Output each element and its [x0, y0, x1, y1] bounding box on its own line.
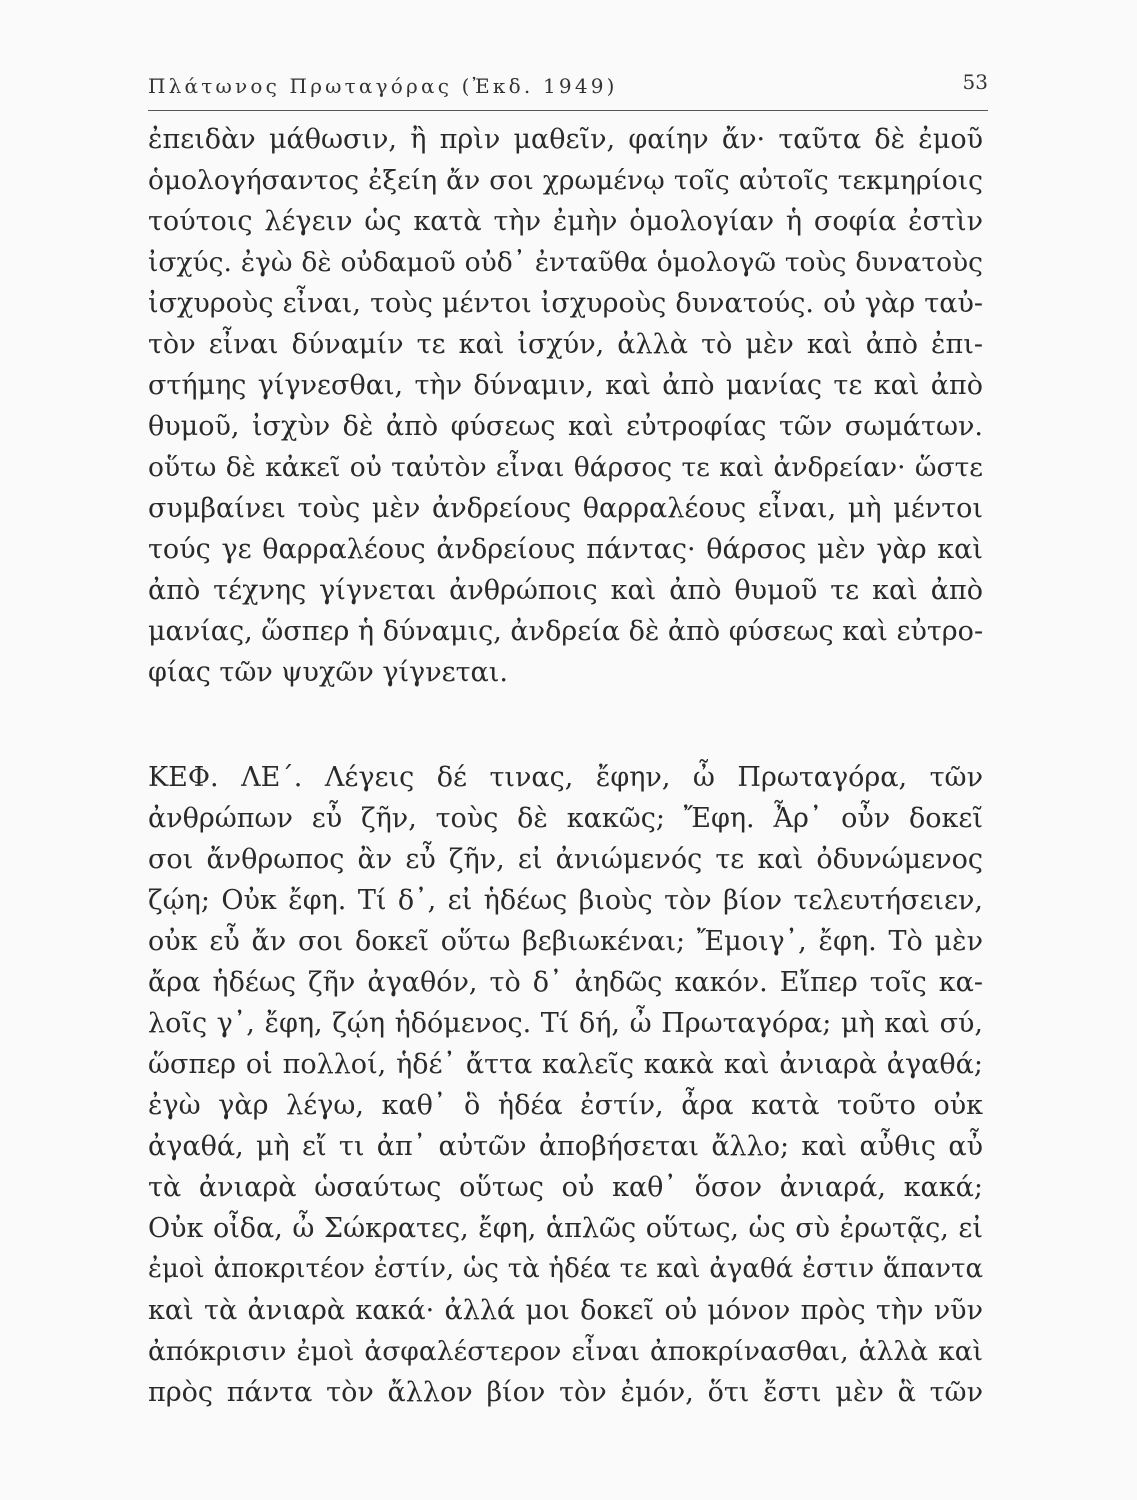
text-line: ἀπόκρισιν ἐμοὶ ἀσφαλέστερον εἶναι ἀποκρίνασθαι, ἀλλὰ καὶ	[148, 1336, 983, 1367]
text-line-last: φίας τῶν ψυχῶν γίγνεται.	[148, 657, 508, 688]
text-line: σοι ἄνθρωπος ἂν εὖ ζῆν, εἰ ἀνιώμενός τε καὶ ὀδυνώμενος	[148, 844, 983, 875]
text-line: μανίας, ὥσπερ ἡ δύναμις, ἀνδρεία δὲ ἀπὸ φύσεως καὶ εὐτρο-	[148, 616, 983, 647]
text-line: πρὸς πάντα τὸν ἄλλον βίον τὸν ἐμόν, ὅτι ἔστι μὲν ἃ τῶν	[148, 1377, 983, 1408]
text-line: συμβαίνει τοὺς μὲν ἀνδρείους θαρραλέους εἶναι, μὴ μέντοι	[148, 493, 983, 524]
text-line: ἀνθρώπων εὖ ζῆν, τοὺς δὲ κακῶς; Ἔφη. Ἆρ᾽ οὖν δοκεῖ	[148, 803, 983, 834]
text-line: ἰσχύς. ἐγὼ δὲ οὐδαμοῦ οὐδ᾽ ἐνταῦθα ὁμολογῶ τοὺς δυνατοὺς	[148, 247, 983, 278]
text-line: ἐμοὶ ἀποκριτέον ἐστίν, ὡς τὰ ἡδέα τε καὶ ἀγαθά ἐστιν ἅπαντα	[148, 1254, 983, 1284]
chapter-label: ΚΕΦ. ΛΕ΄.	[148, 762, 303, 793]
text-line: ζῴη; Οὐκ ἔφη. Τί δ᾽, εἰ ἡδέως βιοὺς τὸν βίον τελευτήσειεν,	[148, 885, 983, 916]
text-line: οὐκ εὖ ἄν σοι δοκεῖ οὕτω βεβιωκέναι; Ἔμοιγ᾽, ἔφη. Τὸ μὲν	[148, 926, 983, 957]
paragraph-2	[148, 757, 988, 1413]
paragraph-1	[148, 119, 988, 693]
running-title: Πλάτωνος Πρωταγόρας (Ἐκδ. 1949)	[148, 74, 618, 98]
text-line: λοῖς γ᾽, ἔφη, ζῴη ἡδόμενος. Τί δή, ὦ Πρωταγόρα; μὴ καὶ σύ,	[148, 1008, 983, 1039]
text-line: ὥσπερ οἱ πολλοί, ἡδέ᾽ ἄττα καλεῖς κακὰ καὶ ἀνιαρὰ ἀγαθά;	[148, 1049, 983, 1080]
text-line: στήμης γίγνεσθαι, τὴν δύναμιν, καὶ ἀπὸ μανίας τε καὶ ἀπὸ	[148, 370, 983, 401]
text-line: τὸν εἶναι δύναμίν τε καὶ ἰσχύν, ἀλλὰ τὸ μὲν καὶ ἀπὸ ἐπι-	[148, 329, 983, 360]
text-line: ἰσχυροὺς εἶναι, τοὺς μέντοι ἰσχυροὺς δυνατούς. οὐ γὰρ ταὐ-	[148, 288, 983, 319]
page-number: 53	[962, 70, 988, 94]
text-line: θυμοῦ, ἰσχὺν δὲ ἀπὸ φύσεως καὶ εὐτροφίας τῶν σωμάτων.	[148, 411, 983, 442]
chapter-opening-line	[148, 757, 983, 798]
text-line: ἄρα ἡδέως ζῆν ἀγαθόν, τὸ δ᾽ ἀηδῶς κακόν. Εἴπερ τοῖς κα-	[148, 967, 983, 998]
text-line: τούς γε θαρραλέους ἀνδρείους πάντας· θάρσος μὲν γὰρ καὶ	[148, 534, 983, 565]
text-line: τούτοις λέγειν ὡς κατὰ τὴν ἐμὴν ὁμολογίαν ἡ σοφία ἐστὶν	[148, 206, 983, 237]
book-page	[148, 70, 988, 1413]
paragraph-gap	[148, 693, 988, 749]
text-line: Οὐκ οἶδα, ὦ Σώκρατες, ἔφη, ἁπλῶς οὕτως, ὡς σὺ ἐρωτᾷς, εἰ	[148, 1213, 983, 1244]
text-line: ἐγὼ γὰρ λέγω, καθ᾽ ὃ ἡδέα ἐστίν, ἆρα κατὰ τοῦτο οὐκ	[148, 1090, 983, 1121]
text-line: ἀγαθά, μὴ εἴ τι ἀπ᾽ αὐτῶν ἀποβήσεται ἄλλο; καὶ αὖθις αὖ	[148, 1131, 983, 1162]
text-line: οὕτω δὲ κἀκεῖ οὐ ταὐτὸν εἶναι θάρσος τε καὶ ἀνδρείαν· ὥστε	[148, 452, 983, 483]
text-line: ἀπὸ τέχνης γίγνεται ἀνθρώποις καὶ ἀπὸ θυμοῦ τε καὶ ἀπὸ	[148, 575, 983, 606]
text-line: ἐπειδὰν μάθωσιν, ἢ πρὶν μαθεῖν, φαίην ἄν· ταῦτα δὲ ἐμοῦ	[148, 124, 983, 155]
text-line: τὰ ἀνιαρὰ ὡσαύτως οὕτως οὐ καθ᾽ ὅσον ἀνιαρά, κακά;	[148, 1172, 983, 1203]
text-line: ὁμολογήσαντος ἐξείη ἄν σοι χρωμένῳ τοῖς αὐτοῖς τεκμηρίοις	[148, 165, 983, 196]
chapter-opening-text: Λέγεις δέ τινας, ἔφην, ὦ Πρωταγόρα, τῶν	[324, 762, 983, 793]
text-line: καὶ τὰ ἀνιαρὰ κακά· ἀλλά μοι δοκεῖ οὐ μόνον πρὸς τὴν νῦν	[148, 1295, 983, 1326]
header-rule	[148, 110, 988, 111]
running-header	[148, 70, 988, 104]
